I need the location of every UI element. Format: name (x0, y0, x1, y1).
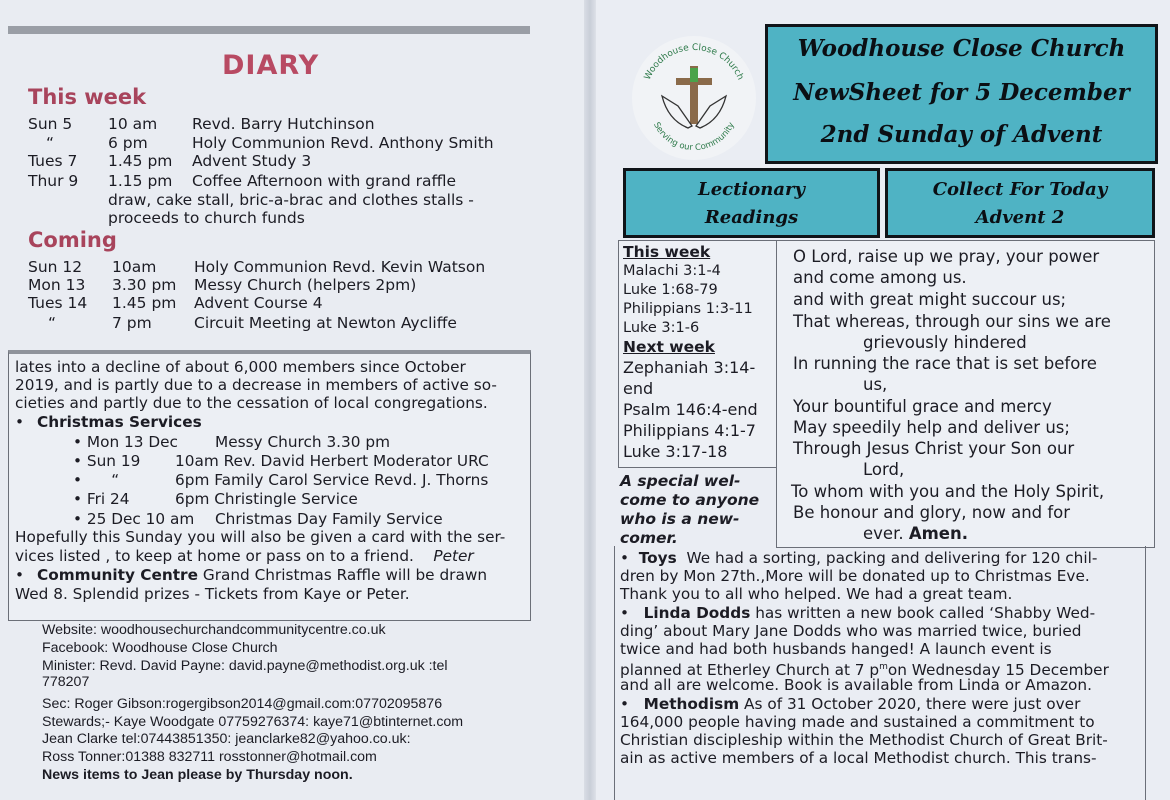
reading: Psalm 146:4-end (623, 400, 758, 419)
news-linda: • Linda Dodds has written a new book called ‘Shabby Wed- (620, 604, 1096, 622)
advent-sunday: 2nd Sunday of Advent (820, 121, 1103, 148)
reading: end (623, 379, 654, 398)
welcome-line: comer. (620, 529, 678, 547)
diary-day: Thur 9 (28, 172, 79, 190)
notices-box (8, 350, 531, 621)
collect-title: Collect For Today (932, 179, 1108, 200)
diary-day: Sun 5 (28, 115, 73, 133)
prayer-line: To whom with you and the Holy Spirit, (791, 482, 1105, 501)
diary-day: Sun 12 (28, 258, 83, 276)
prayer-line-final: ever. Amen. (863, 524, 969, 543)
coming-heading: Coming (28, 228, 117, 252)
notice-text: lates into a decline of about 6,000 members since October (15, 358, 466, 376)
bullet-icon: • (620, 604, 630, 622)
diary-time: 10am (112, 258, 157, 276)
prayer-line: and with great might succour us; (793, 290, 1067, 309)
christmas-item: • “ (73, 471, 120, 489)
bullet-icon: • (15, 566, 25, 584)
logo-top-text: Woodhouse Close Church (642, 42, 746, 82)
notice-text: cieties and partly due to the cessation of local congregations. (15, 394, 488, 412)
reading: Luke 3:17-18 (623, 442, 728, 461)
reading: Luke 1:68-79 (623, 282, 718, 298)
prayer-line: us, (863, 375, 888, 394)
contact-line: Website: woodhousechurchandcommunitycentre.co.uk (42, 622, 386, 638)
page-gutter (584, 0, 596, 800)
diary-time: 1.45 pm (112, 294, 177, 312)
diary-day: “ (46, 134, 55, 152)
diary-day: Tues 7 (28, 152, 78, 170)
community-centre: • Community Centre Grand Christmas Raffle will be drawn (15, 566, 488, 584)
news-toys: • Toys We had a sorting, packing and delivering for 120 chil- (620, 549, 1098, 567)
cross-hands-icon (632, 36, 756, 160)
news-deadline: News items to Jean please by Thursday noon. (42, 767, 353, 783)
news-text: Thank you to all who helped. We had a great team. (620, 585, 1013, 603)
church-logo (632, 36, 756, 160)
contact-line: Facebook: Woodhouse Close Church (42, 640, 278, 656)
prayer-line: Through Jesus Christ your Son our (793, 439, 1075, 458)
reading: Philippians 1:3-11 (623, 301, 753, 317)
christmas-item: • Mon 13 Dec (73, 433, 178, 451)
contact-line: Jean Clarke tel:07443851350: jeanclarke82@yahoo.co.uk: (42, 731, 411, 747)
newsheet-title-box (765, 24, 1158, 164)
welcome-line: A special wel- (620, 472, 741, 490)
news-text: and all are welcome. Book is available from Linda or Amazon. (620, 676, 1092, 694)
lectionary-title: Lectionary (698, 179, 805, 200)
reading: Luke 3:1-6 (623, 320, 700, 336)
news-text: planned at Etherley Church at 7 $p^mon$ Wednesday 15 December (620, 661, 1109, 680)
prayer-line: Your bountiful grace and mercy (793, 397, 1052, 416)
prayer-line: In running the race that is set before (793, 354, 1097, 373)
signature: Peter (433, 547, 474, 565)
reading: Zephaniah 3:14- (623, 358, 756, 377)
lectionary-title: Readings (704, 207, 799, 228)
diary-time: 1.45 pm (108, 152, 173, 170)
newsheet-date: NewSheet for 5 December (793, 79, 1130, 106)
christmas-event: 10am Rev. David Herbert Moderator URC (175, 452, 489, 470)
reading: Malachi 3:1-4 (623, 263, 721, 279)
christmas-event: 6pm Family Carol Service Revd. J. Thorns (175, 471, 489, 489)
top-rule (8, 26, 530, 34)
diary-time: 1.15 pm (108, 172, 173, 190)
diary-event: Revd. Barry Hutchinson (192, 115, 375, 133)
logo-bottom-text: Serving our Community (651, 120, 737, 154)
diary-time: 7 pm (112, 314, 152, 332)
christmas-item: • Fri 24 (73, 490, 130, 508)
christmas-services (15, 413, 202, 431)
news-text: dren by Mon 27th.,More will be donated up to Christmas Eve. (620, 567, 1090, 585)
prayer-line: O Lord, raise up we pray, your power (793, 247, 1100, 266)
diary-event: Holy Communion Revd. Kevin Watson (194, 258, 486, 276)
diary-event: Coffee Afternoon with grand raffle (192, 172, 456, 190)
notice-text: 2019, and is partly due to a decrease in members of active so- (15, 376, 497, 394)
welcome-line: who is a new- (620, 510, 740, 528)
amen: Amen. (908, 524, 969, 543)
news-text: ding’ about Mary Jane Dodds who was married twice, buried (620, 622, 1082, 640)
christmas-heading: Christmas Services (37, 413, 202, 431)
contact-line: Ross Tonner:01388 832711 rosstonner@hotmail.com (42, 749, 377, 765)
contact-line: Stewards;- Kaye Woodgate 07759276374: kaye71@btinternet.com (42, 714, 464, 730)
this-week-heading: This week (28, 85, 147, 109)
christmas-event: 6pm Christingle Service (175, 490, 358, 508)
notice-text: Wed 8. Splendid prizes - Tickets from Kaye or Peter. (15, 585, 410, 603)
diary-continuation: proceeds to church funds (108, 209, 305, 227)
contact-line: Minister: Revd. David Payne: david.payne@methodist.org.uk :tel (42, 658, 448, 674)
church-name: Woodhouse Close Church (797, 35, 1126, 62)
prayer-line: and come among us. (793, 268, 967, 287)
diary-event: Messy Church (helpers 2pm) (194, 276, 417, 294)
prayer-line: Lord, (863, 460, 905, 479)
diary-time: 3.30 pm (112, 276, 177, 294)
next-week-label: Next week (623, 338, 715, 356)
notice-text: Hopefully this Sunday you will also be given a card with the ser- (15, 528, 506, 546)
news-text: Christian discipleship within the Methodist Church of Great Brit- (620, 731, 1108, 749)
diary-event: Advent Study 3 (192, 152, 312, 170)
diary-event: Holy Communion Revd. Anthony Smith (192, 134, 494, 152)
news-text: ain as active members of a local Methodist church. This trans- (620, 749, 1097, 767)
svg-text:Serving our Community (651, 121, 737, 153)
diary-title: DIARY (222, 50, 320, 81)
prayer-line: grievously hindered (863, 333, 1027, 352)
prayer-line: Be honour and glory, now and for (793, 503, 1071, 522)
collect-header (885, 168, 1155, 238)
collect-prayer (776, 240, 1155, 548)
bullet-icon: • (620, 695, 630, 713)
christmas-event: Christmas Day Family Service (215, 510, 443, 528)
news-methodism: • Methodism As of 31 October 2020, there were just over (620, 695, 1081, 713)
lectionary-readings (618, 240, 778, 468)
prayer-line: That whereas, through our sins we are (793, 312, 1111, 331)
diary-event: Advent Course 4 (194, 294, 323, 312)
lectionary-header (623, 168, 880, 238)
reading: Philippians 4:1-7 (623, 421, 756, 440)
christmas-event: Messy Church 3.30 pm (215, 433, 390, 451)
christmas-item: • 25 Dec 10 am (73, 510, 195, 528)
contact-line: 778207 (42, 674, 90, 690)
contact-line: Sec: Roger Gibson:rogergibson2014@gmail.com:07702095876 (42, 696, 443, 712)
bullet-icon: • (620, 549, 630, 567)
diary-continuation: draw, cake stall, bric-a-brac and clothes stalls - (108, 191, 474, 209)
news-text: 164,000 people having made and sustained a commitment to (620, 713, 1095, 731)
this-week-label: This week (623, 243, 711, 261)
diary-day: “ (48, 314, 57, 332)
diary-time: 6 pm (108, 134, 148, 152)
diary-event: Circuit Meeting at Newton Aycliffe (194, 314, 457, 332)
christmas-item: • Sun 19 (73, 452, 141, 470)
collect-title: Advent 2 (975, 207, 1065, 228)
diary-day: Mon 13 (28, 276, 86, 294)
diary-time: 10 am (108, 115, 158, 133)
diary-day: Tues 14 (28, 294, 88, 312)
news-text: twice and had both husbands hanged! A launch event is (620, 640, 1052, 658)
bullet-icon: • (15, 413, 25, 431)
notice-text: vices listed , to keep at home or pass on to a friend. Peter (15, 547, 474, 565)
prayer-line: May speedily help and deliver us; (793, 418, 1070, 437)
welcome-line: come to anyone (620, 491, 760, 509)
